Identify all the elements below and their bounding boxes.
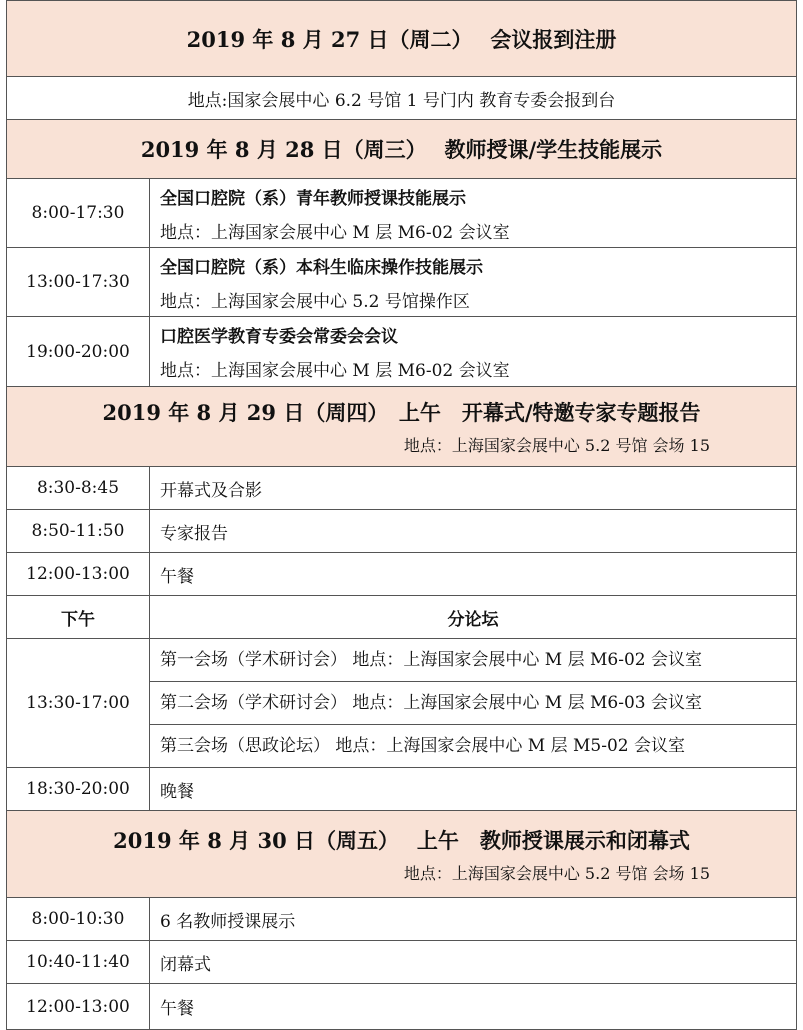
day4-header: 2019 年 8 月 30 日（周五） 上午 教师授课展示和闭幕式 (113, 827, 690, 853)
table-row (7, 317, 797, 387)
time-cell: 12:00-13:00 (7, 553, 150, 596)
time-cell: 8:30-8:45 (7, 467, 150, 510)
event-cell: 专家报告 (150, 510, 797, 553)
table-row (7, 984, 797, 1030)
day2-header: 2019 年 8 月 28 日（周三） 教师授课/学生技能展示 (7, 120, 797, 179)
forum-item: 第二会场（学术研讨会） 地点：上海国家会展中心 M 层 M6-03 会议室 (150, 681, 796, 724)
forum-label: 分论坛 (150, 596, 797, 639)
table-row (7, 553, 797, 596)
event-location: 地点：上海国家会展中心 5.2 号馆操作区 (160, 291, 470, 312)
day4-header-cell (7, 811, 797, 898)
day-header-row (7, 387, 797, 467)
event-location: 地点：上海国家会展中心 M 层 M6-02 会议室 (160, 361, 510, 381)
day-header-row (7, 811, 797, 898)
event-cell: 闭幕式 (150, 941, 797, 984)
time-cell: 13:00-17:30 (7, 248, 150, 317)
event-title: 全国口腔院（系）青年教师授课技能展示 (160, 188, 466, 209)
time-cell: 8:00-10:30 (7, 898, 150, 941)
time-cell: 8:50-11:50 (7, 510, 150, 553)
table-row (7, 179, 797, 248)
time-cell: 12:00-13:00 (7, 984, 150, 1030)
event-title: 全国口腔院（系）本科生临床操作技能展示 (160, 257, 483, 278)
event-cell (150, 248, 797, 317)
day-header-row (7, 1, 797, 77)
location-row (7, 77, 797, 120)
forum-row (7, 639, 797, 768)
table-row (7, 941, 797, 984)
event-location: 地点：上海国家会展中心 M 层 M6-02 会议室 (160, 222, 510, 243)
forum-item: 第一会场（学术研讨会） 地点：上海国家会展中心 M 层 M6-02 会议室 (160, 650, 703, 670)
time-cell: 8:00-17:30 (7, 179, 150, 248)
event-cell: 开幕式及合影 (150, 467, 797, 510)
time-cell: 19:00-20:00 (7, 317, 150, 387)
event-cell: 午餐 (150, 984, 797, 1030)
table-row (7, 510, 797, 553)
table-row (7, 248, 797, 317)
event-cell (150, 317, 797, 387)
event-cell: 午餐 (150, 553, 797, 596)
day4-location: 地点：上海国家会展中心 5.2 号馆 会场 15 (403, 863, 710, 883)
afternoon-header-row (7, 596, 797, 639)
forum-list (150, 639, 797, 768)
forum-time-cell: 13:30-17:00 (7, 639, 150, 768)
table-row (7, 467, 797, 510)
forum-item: 第三会场（思政论坛） 地点：上海国家会展中心 M 层 M5-02 会议室 (150, 724, 796, 767)
event-cell (150, 179, 797, 248)
table-row (7, 898, 797, 941)
table-row (7, 768, 797, 811)
event-title: 口腔医学教育专委会常委会会议 (160, 327, 398, 347)
day3-header: 2019 年 8 月 29 日（周四） 上午 开幕式/特邀专家专题报告 (102, 400, 701, 425)
day1-location: 地点:国家会展中心 6.2 号馆 1 号门内 教育专委会报到台 (7, 77, 797, 120)
schedule-table (6, 0, 797, 1030)
day-header-row (7, 120, 797, 179)
afternoon-label: 下午 (7, 596, 150, 639)
day1-header: 2019 年 8 月 27 日（周二） 会议报到注册 (7, 1, 797, 77)
event-cell: 6 名教师授课展示 (150, 898, 797, 941)
time-cell: 18:30-20:00 (7, 768, 150, 811)
event-cell: 晚餐 (150, 768, 797, 811)
day3-location: 地点：上海国家会展中心 5.2 号馆 会场 15 (403, 436, 710, 455)
day3-header-cell (7, 387, 797, 467)
time-cell: 10:40-11:40 (7, 941, 150, 984)
